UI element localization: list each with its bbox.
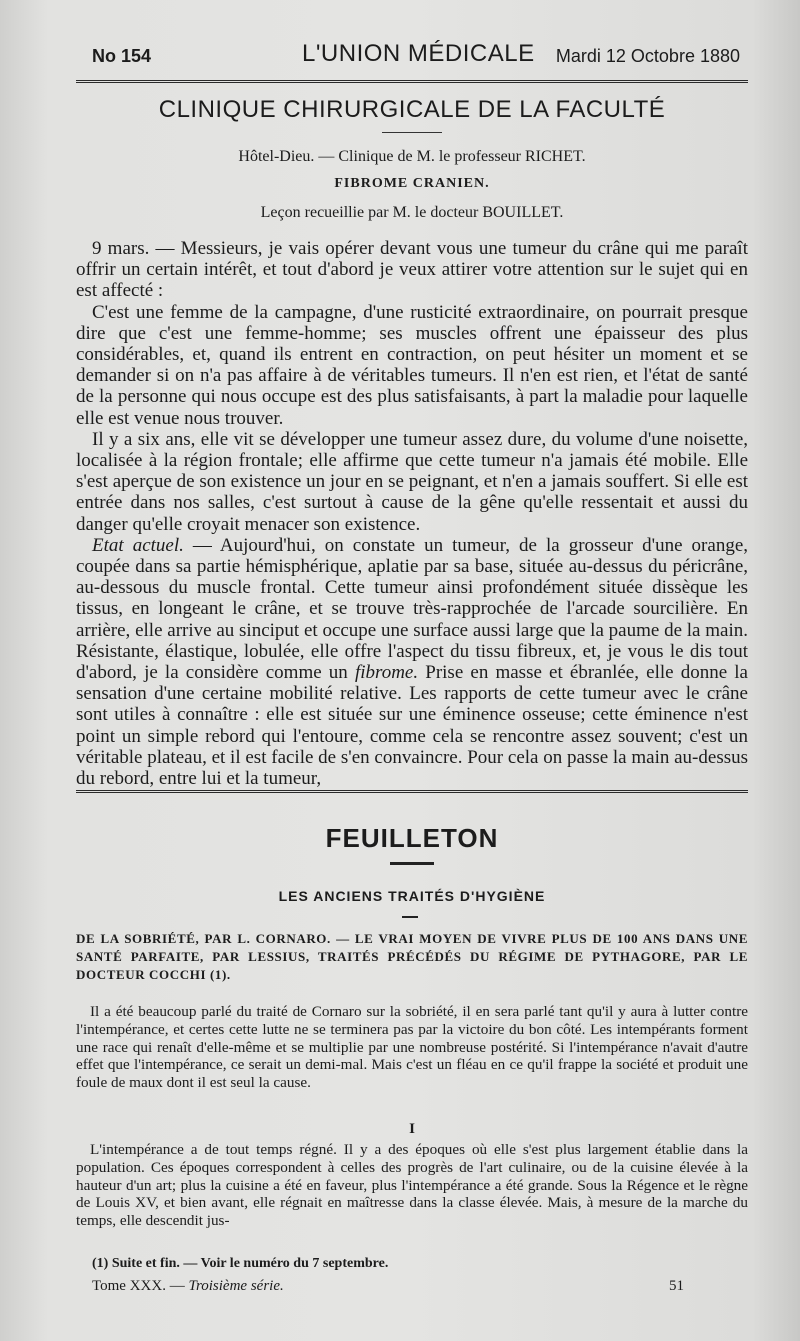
etat-text-continued: Prise en masse et ébranlée, elle donne la sensation d'une certaine mobilité relative. Les rapports de cette tumeur avec le crâne sont utiles à connaître : elle est située sur une éminence osseuse; cette éminence n'est point un simple rebord qui l'entoure, comme cela se rencontre assez souvent; c'est un véritable plateau, et il est facile de s'en convaincre. Pour cela on passe la main au-dessus du rebord, entre lui et la tumeur,: [76, 662, 748, 790]
paragraph-etat-actuel: [76, 535, 748, 789]
feuilleton-subtitle: LES ANCIENS TRAITÉS D'HYGIÈNE: [278, 888, 546, 904]
feuilleton-rule: [76, 790, 748, 793]
page-header: [92, 40, 740, 76]
paragraph: L'intempérance a de tout temps régné. Il y a des époques où elle s'est plus largement établie dans la population. Ces époques correspondent à celles des progrès de l'art culinaire, ou de la cuisine élevée à la hauteur d'un art; plus la cuisine a été en faveur, plus l'intempérance a été grande. Sous la Régence et le règne de Louis XV, et bien avant, elle régnait en maîtresse dans la classe élevée. Mais, à mesure de la marche du temps, elle descendit jus-: [76, 1141, 748, 1230]
issue-number: No 154: [92, 46, 152, 66]
etat-italic: fibrome.: [354, 662, 419, 684]
subtitle-dash: [402, 916, 418, 918]
article-body: [76, 238, 748, 789]
paragraph: Il a été beaucoup parlé du traité de Cornaro sur la sobriété, il en sera parlé tant qu'il y aura à lutter contre l'intempérance, et certes cette lutte ne se terminera pas par la victoire du bon côté. Les intempérants forment une race qui renaît d'elle-même et se multiplie par une nombreuse postérité. Si l'intempérance n'avait d'autre effet que l'intempérance, ce serait un demi-mal. Mais c'est un fléau en ce qu'il frappe la société et produit une foule de maux dont il est seul la cause.: [76, 1003, 748, 1092]
tome-label: Tome XXX. —: [92, 1278, 189, 1294]
paragraph: Il y a six ans, elle vit se développer une tumeur assez dure, du volume d'une noisette, localisée à la région frontale; elle affirme que cette tumeur n'a jamais été mobile. Elle s'est aperçue de son existence un jour en se peignant, et n'en a jamais souffert. Si elle est entrée dans nos salles, c'est surtout à cause de la gêne qu'elle ressentait et aussi du danger qu'elle croyait menacer son existence.: [76, 428, 748, 535]
tome-info: [92, 1278, 284, 1295]
footnote: (1) Suite et fin. — Voir le numéro du 7 septembre.: [92, 1256, 389, 1271]
etat-text: — Aujourd'hui, on constate un tumeur, de la grosseur d'une orange, coupée dans sa partie hémisphérique, aplatie par sa base, située au-dessus du péricrâne, au-dessous du muscle frontal. Cette tumeur ainsi profondément située dissèque les tissus, en longeant le crâne, et se trouve très-rapprochée de l'arcade sourcilière. En arrière, elle arrive au sinciput et occupe une surface aussi large que la paume de la main. Résistante, élastique, lobulée, elle offre l'aspect du tissu fibreux, et, je vous le dis tout d'abord, je la considère comme un: [76, 534, 749, 684]
feuilleton-section-body: [76, 1141, 748, 1230]
article-location: Hôtel-Dieu. — Clinique de M. le professeur RICHET.: [238, 148, 586, 165]
article-byline: Leçon recueillie par M. le docteur BOUILLET.: [260, 204, 564, 221]
feuilleton-title: FEUILLETON: [325, 823, 499, 853]
etat-label: Etat actuel.: [92, 534, 184, 556]
page-number: 51: [669, 1278, 684, 1294]
section-number: I: [409, 1121, 415, 1137]
paragraph: C'est une femme de la campagne, d'une rusticité extraordinaire, on pourrait presque dire que c'est une femme-homme; ses muscles offrent une épaisseur des plus considérables, et, quand ils entrent en contraction, on peut hésiter un moment et se demander si on n'a pas affaire à de véritables tumeurs. Il n'en est rien, et l'état de santé de la personne qui nous occupe est des plus satisfaisants, à part la maladie pour laquelle elle est venue nous trouver.: [76, 301, 748, 429]
issue-date: Mardi 12 Octobre 1880: [555, 46, 740, 66]
article-title: CLINIQUE CHIRURGICALE DE LA FACULTÉ: [158, 96, 666, 123]
header-rule: [76, 80, 748, 83]
series-label: Troisième série.: [188, 1278, 284, 1294]
paragraph: 9 mars. — Messieurs, je vais opérer devant vous une tumeur du crâne qui me paraît offrir un certain intérêt, et tout d'abord je veux attirer votre attention sur le sujet qui en est affecté :: [76, 238, 748, 302]
title-divider: [382, 132, 442, 133]
journal-title: L'UNION MÉDICALE: [302, 40, 535, 67]
article-subject: FIBROME CRANIEN.: [334, 176, 490, 191]
feuilleton-intro: [76, 1003, 748, 1092]
feuilleton-description: DE LA SOBRIÉTÉ, PAR L. CORNARO. — LE VRAI MOYEN DE VIVRE PLUS DE 100 ANS DANS UNE SANTÉ PARFAITE, PAR LESSIUS, TRAITÉS PRÉCÉDÉS DU RÉGIME DE PYTHAGORE, PAR LE DOCTEUR COCCHI (1).: [76, 931, 748, 982]
feuilleton-divider: [390, 862, 434, 865]
